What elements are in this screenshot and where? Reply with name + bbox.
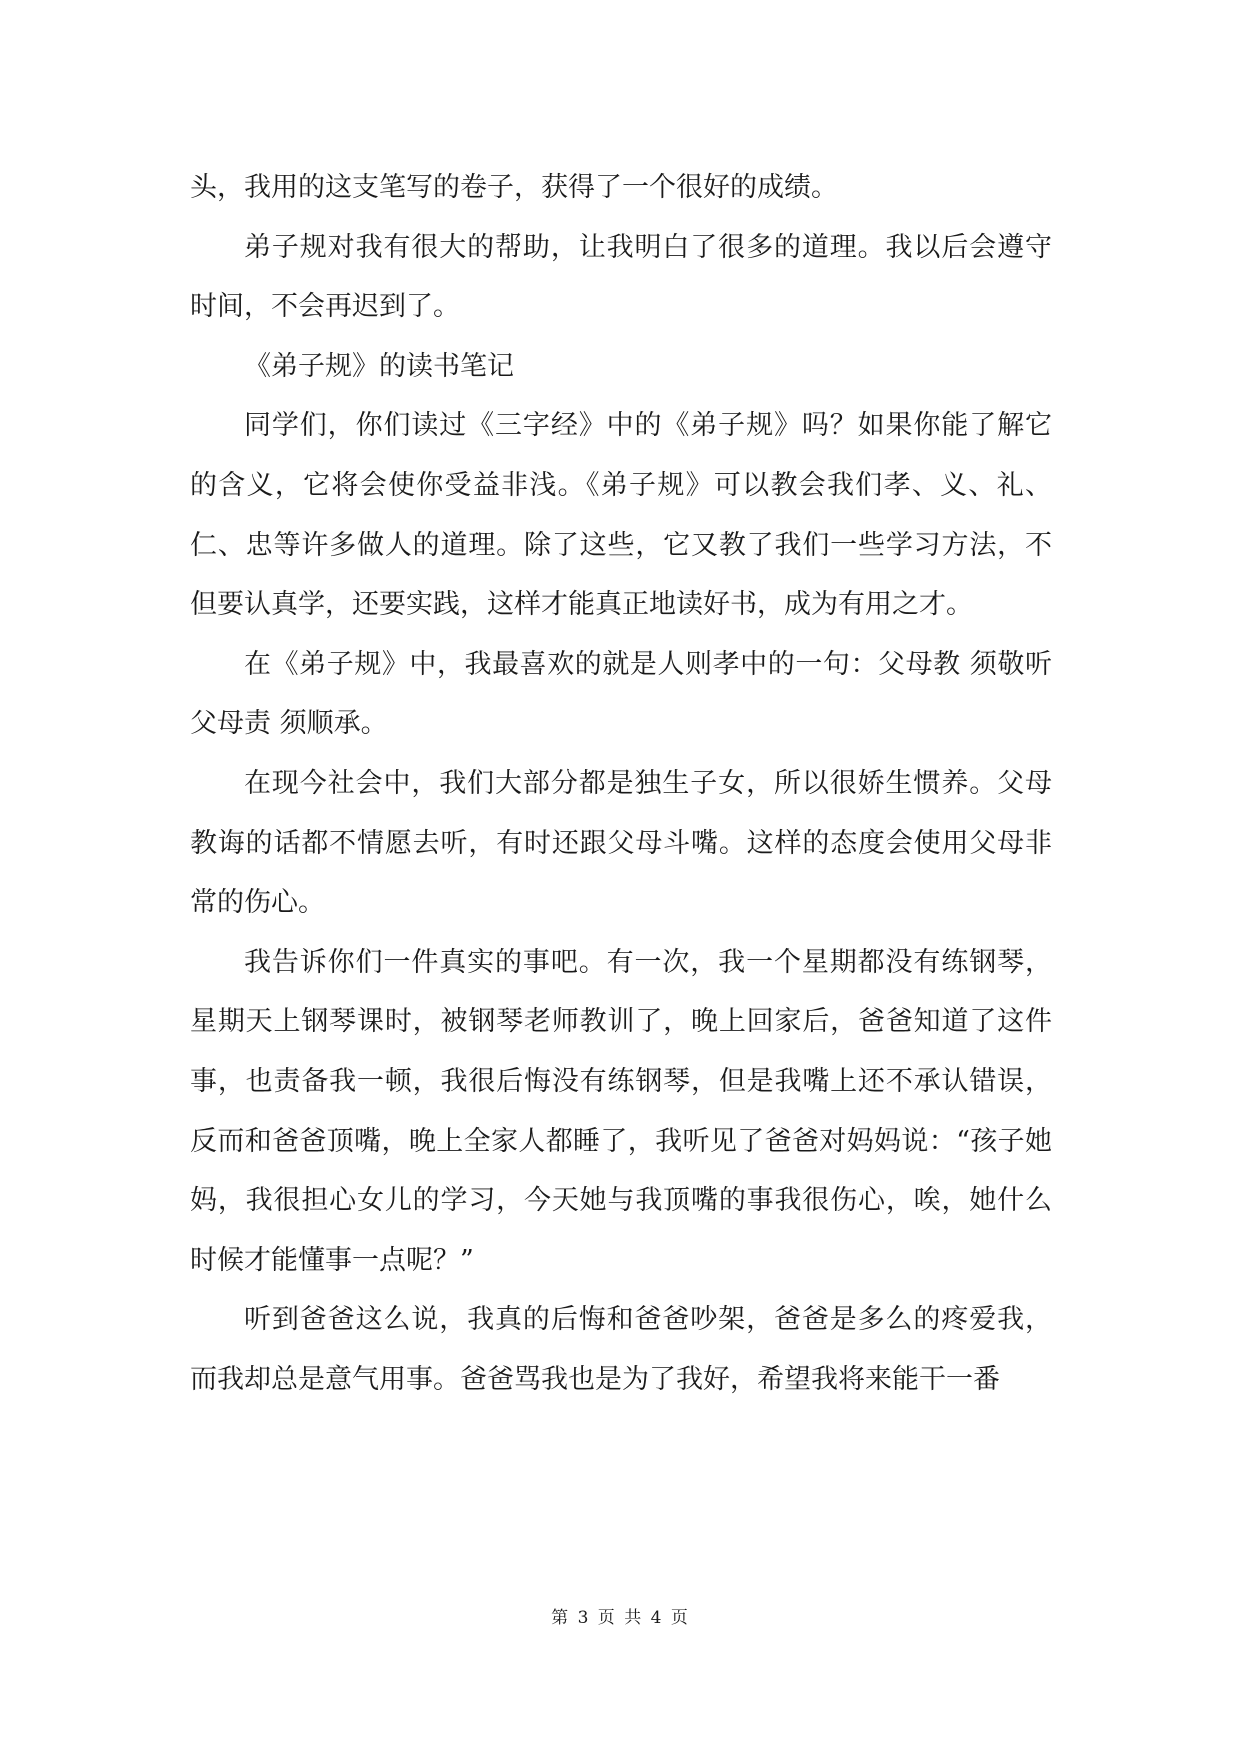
paragraph-1: 头，我用的这支笔写的卷子，获得了一个很好的成绩。 — [190, 172, 838, 203]
paragraph-4: 在《弟子规》中，我最喜欢的就是人则孝中的一句：父母教 须敬听 父母责 须顺承。 — [190, 648, 1052, 740]
paragraph-5: 在现今社会中，我们大部分都是独生子女，所以很娇生惯养。父母教诲的话都不情愿去听，有时还跟父母斗嘴。这样的态度会使用父母非常的伤心。 — [190, 767, 1052, 919]
section-title: 《弟子规》的读书笔记 — [244, 350, 514, 382]
paragraph-3: 同学们，你们读过《三字经》中的《弟子规》吗？如果你能了解它的含义，它将会使你受益非浅。《弟子规》可以教会我们孝、义、礼、仁、忠等许多做人的道理。除了这些，它又教了我们一些学习方法，不但要认真学，还要实践，这样才能真正地读好书，成为有用之才。 — [190, 410, 1052, 621]
paragraph-6: 我告诉你们一件真实的事吧。有一次，我一个星期都没有练钢琴，星期天上钢琴课时，被钢琴老师教训了，晚上回家后，爸爸知道了这件事，也责备我一顿，我很后悔没有练钢琴，但是我嘴上还不承认错误，反而和爸爸顶嘴，晚上全家人都睡了，我听见了爸爸对妈妈说：“孩子她妈，我很担心女儿的学习，今天她与我顶嘴的事我很伤心，唉，她什么时候才能懂事一点呢？” — [190, 946, 1052, 1276]
document-body — [190, 158, 1052, 1409]
page-footer: 第 3 页 共 4 页 — [551, 1608, 690, 1628]
paragraph-7: 听到爸爸这么说，我真的后悔和爸爸吵架，爸爸是多么的疼爱我，而我却总是意气用事。爸爸骂我也是为了我好，希望我将来能干一番 — [190, 1304, 1052, 1395]
paragraph-2: 弟子规对我有很大的帮助，让我明白了很多的道理。我以后会遵守时间，不会再迟到了。 — [190, 231, 1052, 323]
